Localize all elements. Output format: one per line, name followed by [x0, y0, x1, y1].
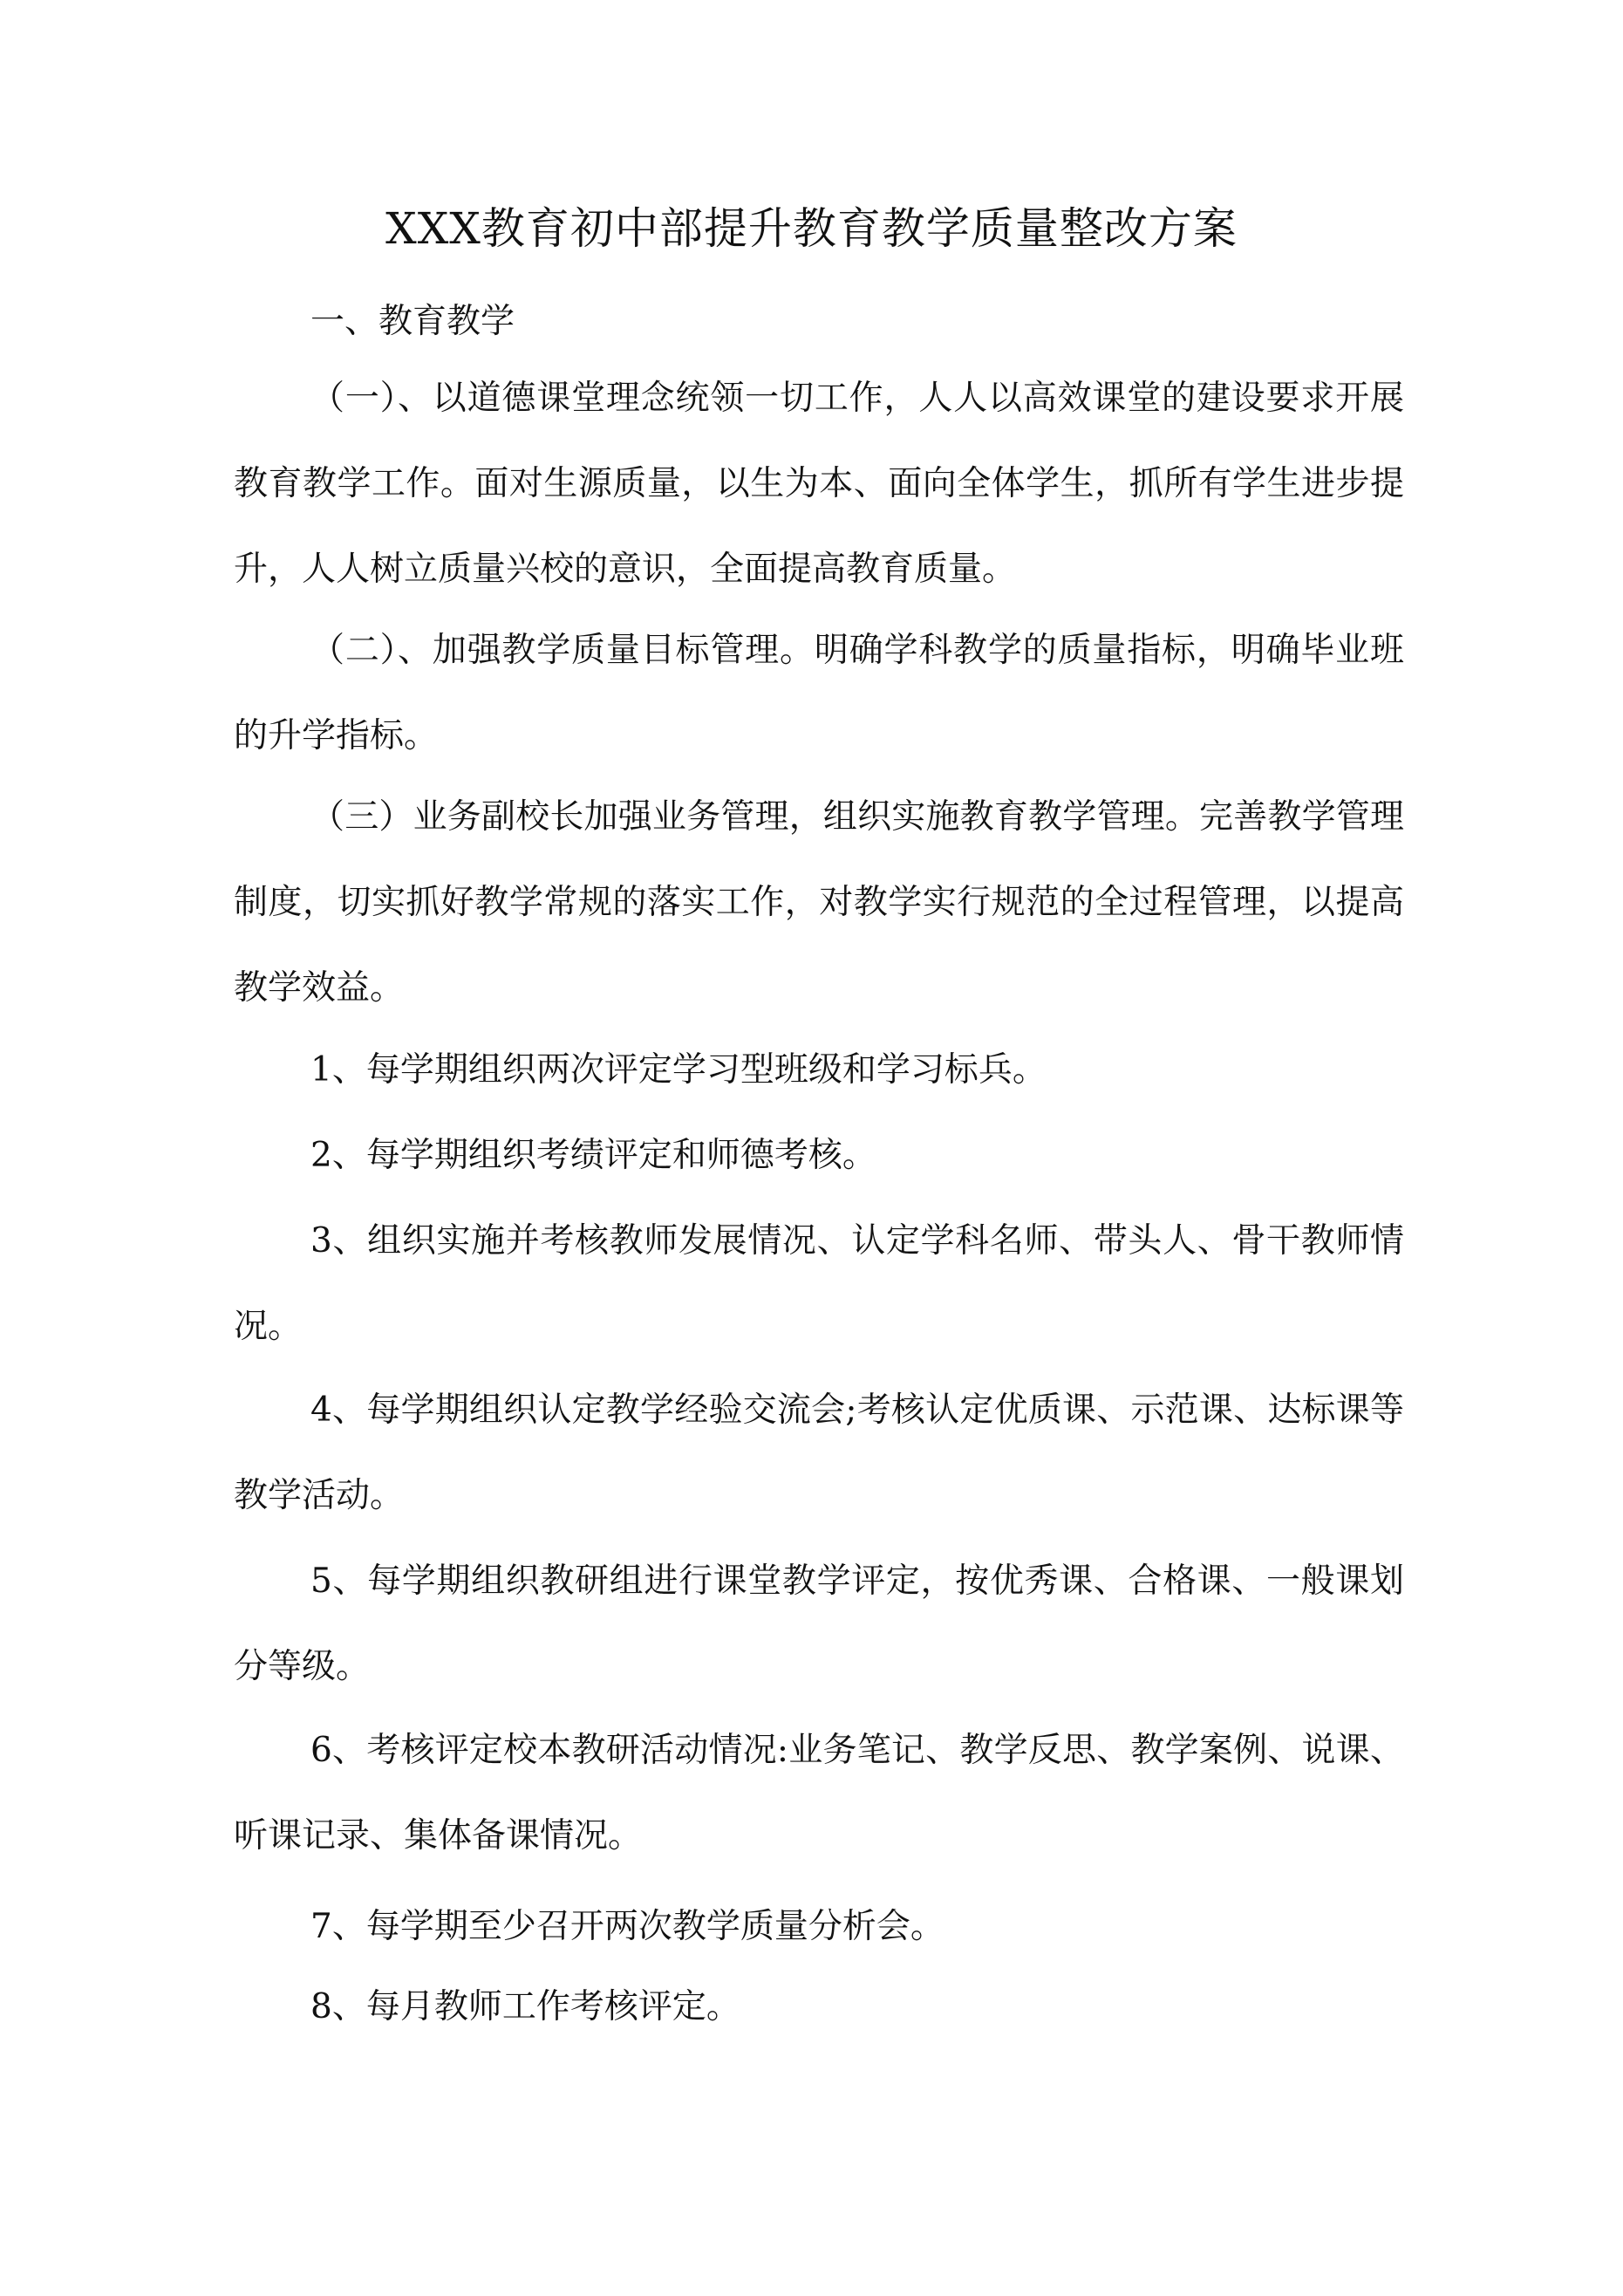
list-item-4: 4、每学期组织认定教学经验交流会;考核认定优质课、示范课、达标课等教学活动。: [234, 1391, 1404, 1515]
list-item-3: 3、组织实施并考核教师发展情况、认定学科名师、带头人、骨干教师情况。: [234, 1221, 1404, 1346]
document-title: XXX教育初中部提升教育教学质量整改方案: [385, 203, 1238, 254]
list-item-5: 5、每学期组织教研组进行课堂教学评定，按优秀课、合格课、一般课划分等级。: [234, 1561, 1404, 1686]
paragraph-3: （三）业务副校长加强业务管理，组织实施教育教学管理。完善教学管理制度，切实抓好教学常规的落实工作，对教学实行规范的全过程管理，以提高教学效益。: [234, 797, 1404, 1008]
list-item-7: 7、每学期至少召开两次教学质量分析会。: [310, 1907, 944, 1946]
section-heading: 一、教育教学: [310, 302, 515, 341]
paragraph-2: （二）、加强教学质量目标管理。明确学科教学的质量指标，明确毕业班的升学指标。: [234, 631, 1404, 755]
list-item-1: 1、每学期组织两次评定学习型班级和学习标兵。: [310, 1050, 1047, 1090]
list-item-2: 2、每学期组织考绩评定和师德考核。: [310, 1136, 876, 1175]
list-item-8: 8、每月教师工作考核评定。: [310, 1987, 740, 2026]
list-item-6: 6、考核评定校本教研活动情况:业务笔记、教学反思、教学案例、说课、听课记录、集体备课情况。: [234, 1731, 1404, 1855]
paragraph-1: （一）、以道德课堂理念统领一切工作，人人以高效课堂的建设要求开展教育教学工作。面对生源质量，以生为本、面向全体学生，抓所有学生进步提升，人人树立质量兴校的意识，全面提高教育质量。: [234, 379, 1404, 589]
